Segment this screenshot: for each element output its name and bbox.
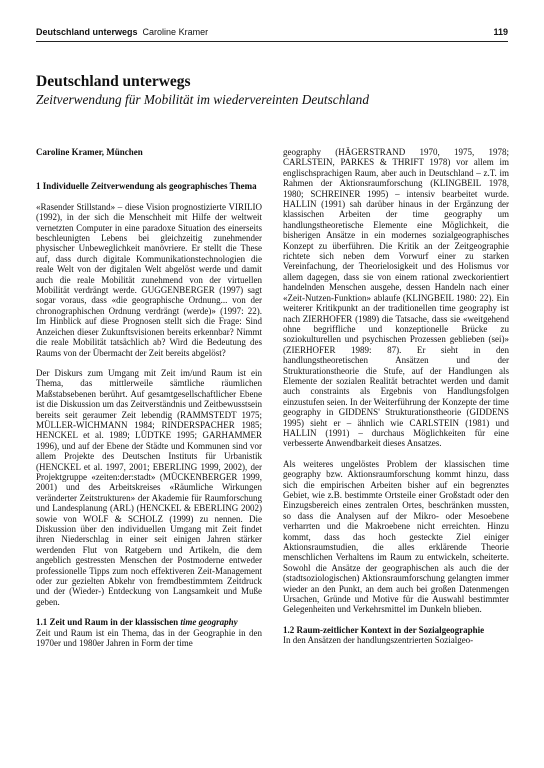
- article-subtitle: Zeitverwendung für Mobilität im wiedervereinten Deutschland: [36, 92, 369, 107]
- article-title: Deutschland unterwegs: [36, 73, 191, 90]
- subsection-heading-text: 1.1 Zeit und Raum in der klassischen: [36, 617, 181, 628]
- paragraph: Als weiteres ungelöstes Problem der klassischen time geography bzw. Aktionsraumforschung kommt hinzu, dass sich die empirischen Arbeiten bisher auf ein begrenztes Gebiet, wie z.B. bestimmte Ortsteile einer Großstadt oder den Einzugsbereich eines zentralen Ortes, beschränken mussten, so dass die Analysen auf der Mikro- oder Mesoebene verharrten und die Makroebene nicht erreichten. Hinzu kommt, dass das hoch gesteckte Ziel einiger Aktionsraumstudien, die alles erklärende Theorie menschlichen Verhaltens im Raum zu entwickeln, scheiterte. Sowohl die Ansätze der geographischen als auch die der (stadtsoziologischen) Aktionsraumforschung gelangten immer wieder an den Punkt, an dem auch bei großen Datenmengen Ursachen, Gründe und Motive für die Auswahl bestimmter Gelegenheiten und Verkehrsmittel im Dunkeln blieben.: [283, 458, 509, 615]
- subsection-heading-italic: time geography: [180, 617, 238, 628]
- subsection-heading-1-2: 1.2 Raum-zeitlicher Kontext in der Sozialgeographie: [283, 624, 485, 635]
- section-heading-1: 1 Individuelle Zeitverwendung als geographisches Thema: [36, 181, 257, 192]
- running-title-bold: Deutschland unterwegs: [36, 27, 138, 37]
- header-rule: [36, 41, 508, 42]
- left-column: [36, 147, 262, 648]
- paragraph: «Rasender Stillstand» – diese Vision prognostizierte VIRILIO (1992), in der sich die Menschheit mit Hilfe der weltweit vernetzten Computer in eine paradoxe Situation des einerseits beschleunigten Lebens bei gleichzeitig zunehmender physischer Unbeweglichkeit manövriere. Er stellt die These auf, dass durch digitale Kommunikationstechnologien die reale Welt von der digitalen Welt abgelöst werde und damit auch die reale Mobilität zunehmend von der virtuellen Mobilität verdrängt werde. GUGGENBERGER (1997) sagt sogar voraus, dass «die geographische Ordnung... von der chronographischen Ordnung verdrängt (werde)» (1997: 22). Im Hinblick auf diese Prognosen stellt sich die Frage: Sind Anzeichen dieser Zukunftsvisionen bereits erkennbar? Nimmt die reale Mobilität tatsächlich ab? Wird die Bedeutung des Raums von der Übermacht der Zeit bereits abgelöst?: [36, 201, 262, 358]
- subsection-heading-1-1: [36, 617, 262, 627]
- right-column: [283, 147, 509, 646]
- running-header: [36, 27, 508, 41]
- paragraph: geography (HÄGERSTRAND 1970, 1975, 1978; CARLSTEIN, PARKES & THRIFT 1978) vor allem im englischsprachigen Raum, aber auch in Deutschland – z.T. im Rahmen der Aktionsraumforschung (KLINGBEIL 1978, 1980; SCHREINER 1995) – intensiv bearbeitet wurde. HALLIN (1991) sah darüber hinaus in der Ergänzung der klassischen Arbeiten der time geography um handlungstheoretische Elemente eine Möglichkeit, die bisherigen Ansätze in ein modernes sozialgeographisches Konzept zu überführen. Die Kritik an der Zeitgeographie richtete sich neben dem Vorwurf einer zu starken Vereinfachung, der Theorielosigkeit und des Holismus vor allem dagegen, dass sie von einem rational zweckorientiert handelnden Menschen ausgehe, dessen Handeln nach einer «Zeit-Nutzen-Funktion» ablaufe (KLINGBEIL 1980: 22). Ein weiterer Kritikpunkt an der traditionellen time geography ist nach ZIERHOFER (1989) die Tatsache, dass sie «weitgehend ohne begriffliche und konzeptionelle Brücke zu soziokulturellen und psychischen Prozessen geblieben (sei)» (ZIERHOFER 1989: 87). Er sieht in den handlungstheoretischen Ansätzen und der Strukturationstheorie die Stufe, auf der Handlungen als Elemente der sozialen Realität betrachtet werden und damit auch constraints als Ergebnis von Handlungsfolgen einzustufen seien. In der Weiterführung der Konzepte der time geography in GIDDENS' Strukturationstheorie (GIDDENS 1995) sieht er – ähnlich wie CARLSTEIN (1981) und HALLIN (1991) – durchaus Möglichkeiten für eine verbesserte Anwendbarkeit dieses Ansatzes.: [283, 147, 509, 449]
- page-number: 119: [493, 27, 508, 37]
- paragraph: Zeit und Raum ist ein Thema, das in der Geographie in den 1970er und 1980er Jahren in Form der time: [36, 627, 262, 649]
- running-header-title: [36, 27, 208, 37]
- running-author: Caroline Kramer: [142, 27, 209, 37]
- paragraph: In den Ansätzen der handlungszentrierten Sozialgeo-: [283, 635, 474, 646]
- paragraph: Der Diskurs zum Umgang mit Zeit im/und Raum ist ein Thema, das mittlerweile sämtliche räumlichen Maßstabsebenen berührt. Auf gesamtgesellschaftlicher Ebene ist die Diskussion um das Zeitverständnis und Zeitbewusstsein bereits seit geraumer Zeit lebendig (RAMMSTEDT 1975; MÜLLER-WICHMANN 1984; RINDERSPACHER 1985; HENCKEL et al. 1989; LÜDTKE 1995; GARHAMMER 1996), und auf der Ebene der Städte und Kommunen sind vor allem Projekte des Deutschen Instituts für Urbanistik (HENCKEL et al. 1997, 2001; EBERLING 1999, 2002), der Projektgruppe «zeiten:der:stadt» (MÜCKENBERGER 1999, 2001) und des Arbeitskreises «Räumliche Wirkungen veränderter Zeitstrukturen» der Akademie für Raumforschung und Landesplanung (ARL) (HENCKEL & EBERLING 2002) sowie von WOLF & SCHOLZ (1999) zu nennen. Die Diskussion über den individuellen Umgang mit Zeit findet ihren Niederschlag in einer seit einigen Jahren stärker werdenden Flut von Ratgebern und Artikeln, die dem angeblich gestressten Menschen der Postmoderne entweder professionelle Tipps zum noch effektiveren Zeit-Management oder zur gezielten Abkehr von fremdbestimmtem Zeitdruck und der (Wieder-) Entdeckung von Langsamkeit und Muße geben.: [36, 367, 262, 607]
- author-line: Caroline Kramer, München: [36, 147, 143, 157]
